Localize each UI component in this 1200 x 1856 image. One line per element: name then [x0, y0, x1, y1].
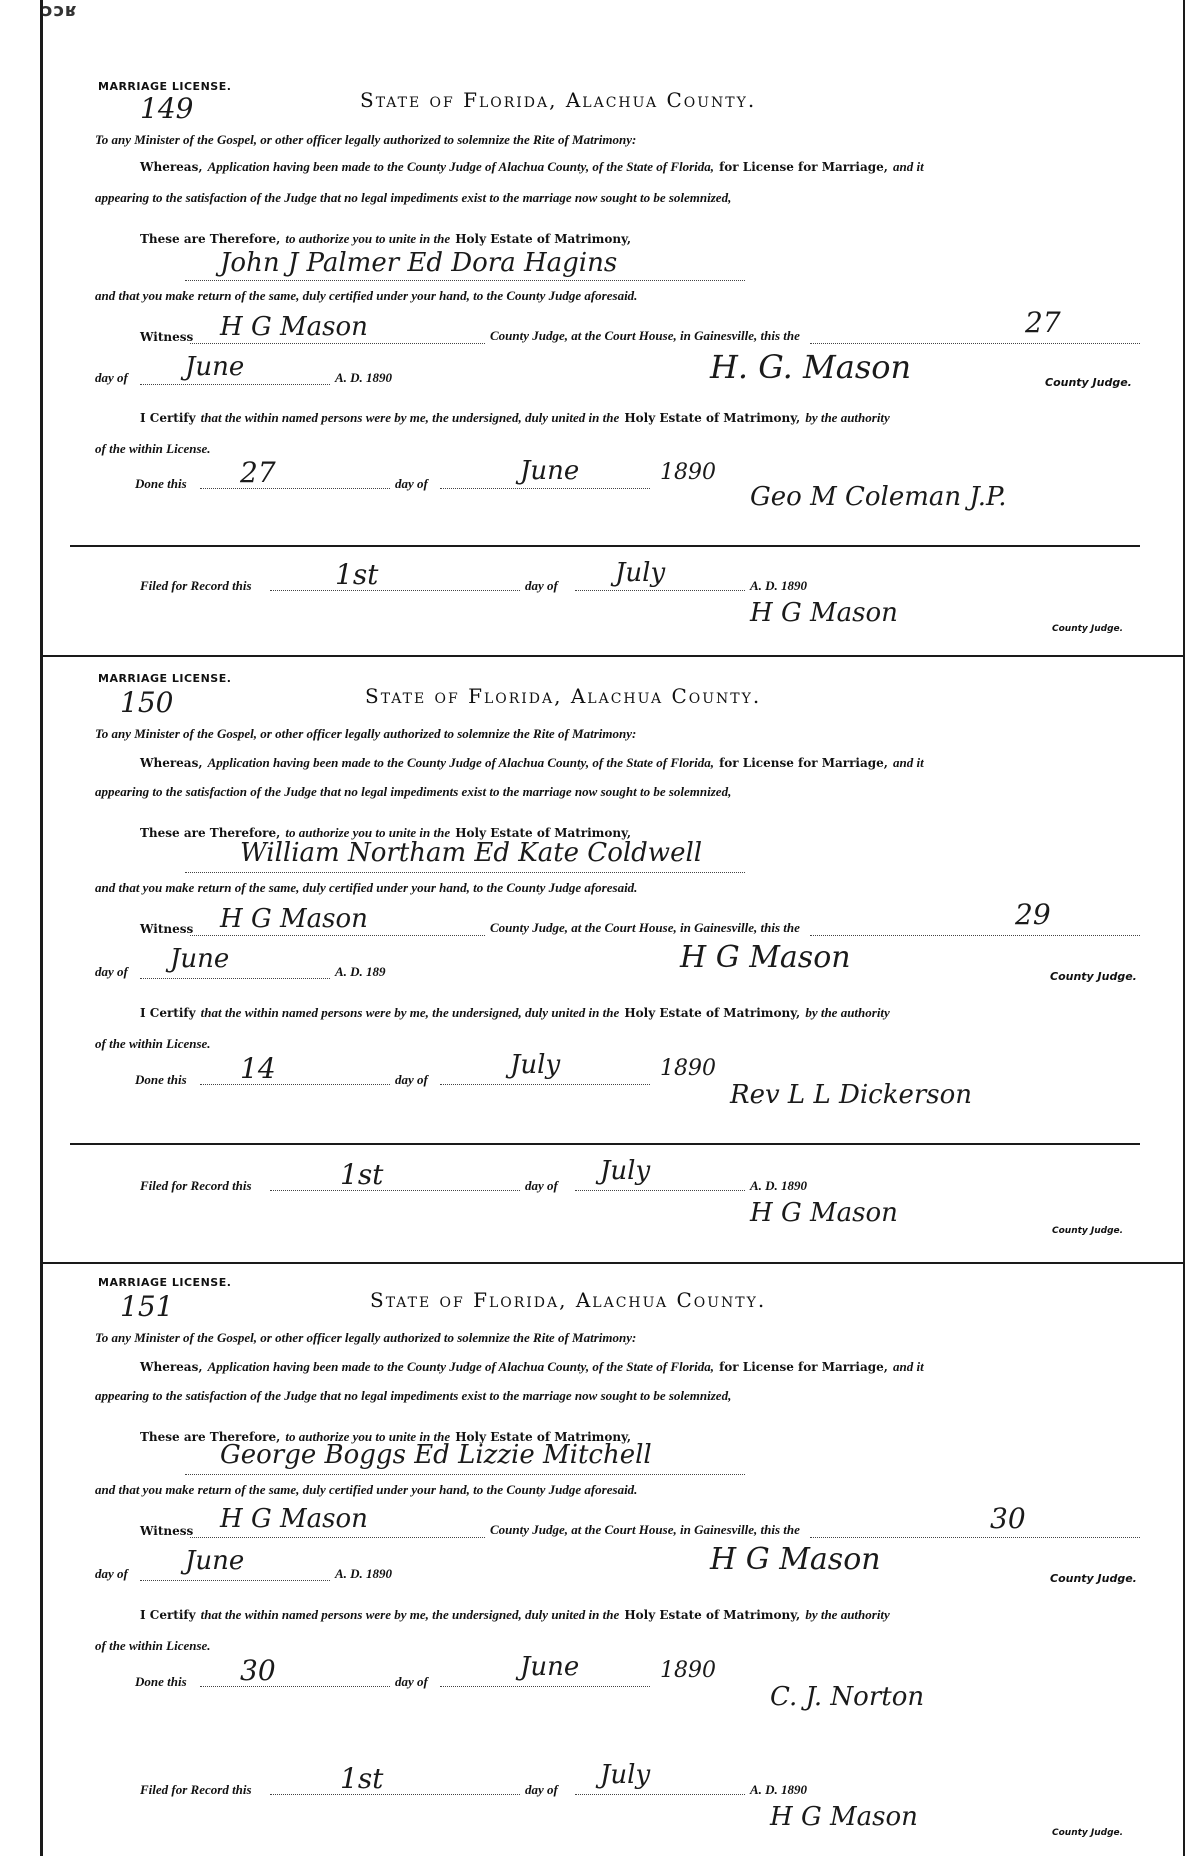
- certify-holy-estate: Holy Estate of Matrimony,: [624, 411, 801, 425]
- done-month-line: [440, 488, 650, 489]
- day-of-label: day of: [95, 964, 128, 979]
- couple-names: John J Palmer Ed Dora Hagins: [220, 248, 618, 278]
- done-day: 14: [240, 1052, 276, 1085]
- done-month: July: [510, 1050, 561, 1080]
- filed-signature: H G Mason: [750, 598, 898, 628]
- filed-divider: [70, 1143, 1140, 1145]
- witness-line: [190, 935, 485, 936]
- couple-names: George Boggs Ed Lizzie Mitchell: [220, 1440, 652, 1470]
- certify-word: I Certify: [140, 411, 196, 425]
- filed-county-judge: County Judge.: [1052, 1226, 1124, 1236]
- whereas-word: Whereas,: [140, 756, 203, 770]
- month-line: [140, 978, 330, 979]
- day-of-label: day of: [95, 370, 128, 385]
- month-line: [140, 384, 330, 385]
- and-it: and it: [893, 755, 924, 770]
- state-header: State of Florida, Alachua County.: [370, 1288, 767, 1312]
- holy-estate: Holy Estate of Matrimony,: [455, 1430, 632, 1444]
- day-number: 29: [1015, 898, 1051, 931]
- filed-day-of: day of: [525, 1178, 558, 1193]
- done-day-of: day of: [395, 1674, 428, 1689]
- filed-signature: H G Mason: [750, 1198, 898, 1228]
- filed-month-line: [575, 1190, 745, 1191]
- ad-year: A. D. 189: [335, 964, 386, 979]
- whereas-word: Whereas,: [140, 1360, 203, 1374]
- return-line: and that you make return of the same, duly certified under your hand, to the County Judge aforesaid.: [95, 1482, 638, 1497]
- state-header: State of Florida, Alachua County.: [365, 684, 762, 708]
- whereas-line: [140, 1356, 924, 1375]
- month-line: [140, 1580, 330, 1581]
- license-for-marriage: for License for Marriage,: [719, 160, 888, 174]
- by-authority: by the authority: [805, 410, 890, 425]
- license-number: 151: [120, 1290, 174, 1323]
- license-label: MARRIAGE LICENSE.: [98, 80, 232, 93]
- day-line: [810, 343, 1140, 344]
- certify-line: [140, 1604, 890, 1623]
- day-line: [810, 1537, 1140, 1538]
- done-this-label: Done this: [135, 1072, 187, 1087]
- these-word: These are Therefore,: [140, 826, 281, 840]
- day-of-label: day of: [95, 1566, 128, 1581]
- judge-signature: H. G. Mason: [710, 348, 912, 386]
- filed-month: July: [615, 558, 666, 588]
- return-line: and that you make return of the same, duly certified under your hand, to the County Judge aforesaid.: [95, 288, 638, 303]
- certify-word: I Certify: [140, 1608, 196, 1622]
- court-text: County Judge, at the Court House, in Gainesville, this the: [490, 328, 800, 343]
- authorize-text: to authorize you to unite in the: [285, 231, 451, 246]
- address-line: To any Minister of the Gospel, or other officer legally authorized to solemnize the Rite of Matrimony:: [95, 1330, 637, 1345]
- license-label: MARRIAGE LICENSE.: [98, 1276, 232, 1289]
- county-judge-label: County Judge.: [1045, 376, 1132, 389]
- names-line: [185, 872, 745, 873]
- filed-ad: A. D. 1890: [750, 1782, 808, 1797]
- witness-signature: H G Mason: [220, 1504, 368, 1534]
- filed-month: July: [600, 1760, 651, 1790]
- whereas-word: Whereas,: [140, 160, 203, 174]
- witness-signature: H G Mason: [220, 904, 368, 934]
- filed-ad: A. D. 1890: [750, 578, 808, 593]
- judge-signature: H G Mason: [680, 940, 851, 975]
- certify-text: that the within named persons were by me, the undersigned, duly united in the: [200, 1005, 620, 1020]
- these-line: [140, 228, 631, 247]
- filed-county-judge: County Judge.: [1052, 624, 1124, 634]
- done-day-of: day of: [395, 1072, 428, 1087]
- whereas-line: [140, 752, 924, 771]
- whereas-text: Application having been made to the County Judge of Alachua County, of the State of Florida,: [207, 159, 715, 174]
- done-month: June: [520, 456, 580, 486]
- witness-word: Witness: [140, 330, 194, 344]
- and-it: and it: [893, 159, 924, 174]
- and-it: and it: [893, 1359, 924, 1374]
- done-day-line: [200, 488, 390, 489]
- page-edge-left: [40, 0, 43, 1856]
- couple-names: William Northam Ed Kate Coldwell: [240, 838, 703, 868]
- certify-holy-estate: Holy Estate of Matrimony,: [624, 1006, 801, 1020]
- day-number: 30: [990, 1502, 1026, 1535]
- done-month-line: [440, 1084, 650, 1085]
- authorize-text: to authorize you to unite in the: [285, 825, 451, 840]
- ad-year: A. D. 1890: [335, 1566, 393, 1581]
- filed-ad: A. D. 1890: [750, 1178, 808, 1193]
- authorize-text: to authorize you to unite in the: [285, 1429, 451, 1444]
- officiant-signature: Geo M Coleman J.P.: [750, 482, 1007, 512]
- filed-divider: [70, 545, 1140, 547]
- county-judge-label: County Judge.: [1050, 970, 1137, 983]
- license-separator-1: [43, 655, 1183, 657]
- done-day-of: day of: [395, 476, 428, 491]
- license-separator-2: [43, 1262, 1183, 1264]
- filed-day: 1st: [340, 1762, 384, 1795]
- done-this-label: Done this: [135, 476, 187, 491]
- license-for-marriage: for License for Marriage,: [719, 1360, 888, 1374]
- within-license: of the within License.: [95, 1638, 211, 1653]
- officiant-signature: Rev L L Dickerson: [730, 1080, 973, 1110]
- license-label: MARRIAGE LICENSE.: [98, 672, 232, 685]
- by-authority: by the authority: [805, 1005, 890, 1020]
- certify-line: [140, 407, 890, 426]
- these-word: These are Therefore,: [140, 1430, 281, 1444]
- filed-signature: H G Mason: [770, 1802, 918, 1832]
- witness-word: Witness: [140, 922, 194, 936]
- day-line: [810, 935, 1140, 936]
- holy-estate: Holy Estate of Matrimony,: [455, 826, 632, 840]
- filed-day-of: day of: [525, 578, 558, 593]
- holy-estate: Holy Estate of Matrimony,: [455, 232, 632, 246]
- filed-day-of: day of: [525, 1782, 558, 1797]
- filed-day-line: [270, 590, 520, 591]
- filed-day-line: [270, 1190, 520, 1191]
- judge-signature: H G Mason: [710, 1542, 881, 1577]
- marriage-license-150: [90, 668, 1170, 1248]
- address-line: To any Minister of the Gospel, or other officer legally authorized to solemnize the Rite of Matrimony:: [95, 726, 637, 741]
- court-text: County Judge, at the Court House, in Gainesville, this the: [490, 1522, 800, 1537]
- filed-day: 1st: [335, 558, 379, 591]
- done-year: 1890: [660, 460, 716, 485]
- names-line: [185, 1474, 745, 1475]
- witness-line: [190, 1537, 485, 1538]
- month: June: [185, 352, 245, 382]
- license-number: 150: [120, 686, 174, 719]
- done-year: 1890: [660, 1658, 716, 1683]
- appearing-line: appearing to the satisfaction of the Judge that no legal impediments exist to the marriage now sought to be solemnized,: [95, 784, 732, 799]
- filed-day-line: [270, 1794, 520, 1795]
- license-number: 149: [140, 92, 194, 125]
- marriage-license-151: [90, 1272, 1170, 1852]
- certify-line: [140, 1002, 890, 1021]
- certify-word: I Certify: [140, 1006, 196, 1020]
- officiant-signature: C. J. Norton: [770, 1682, 925, 1712]
- whereas-text: Application having been made to the County Judge of Alachua County, of the State of Florida,: [207, 755, 715, 770]
- done-day: 30: [240, 1654, 276, 1687]
- page-edge-right: [1183, 0, 1185, 1856]
- court-text: County Judge, at the Court House, in Gainesville, this the: [490, 920, 800, 935]
- marriage-license-149: [90, 70, 1170, 640]
- witness-word: Witness: [140, 1524, 194, 1538]
- done-month: June: [520, 1652, 580, 1682]
- filed-month: July: [600, 1156, 651, 1186]
- filed-label: Filed for Record this: [140, 1782, 252, 1797]
- witness-signature: H G Mason: [220, 312, 368, 342]
- state-header: State of Florida, Alachua County.: [360, 88, 757, 112]
- done-day: 27: [240, 456, 276, 489]
- witness-line: [190, 343, 485, 344]
- by-authority: by the authority: [805, 1607, 890, 1622]
- county-judge-label: County Judge.: [1050, 1572, 1137, 1585]
- ad-year: A. D. 1890: [335, 370, 393, 385]
- certify-text: that the within named persons were by me, the undersigned, duly united in the: [200, 1607, 620, 1622]
- certify-text: that the within named persons were by me, the undersigned, duly united in the: [200, 410, 620, 425]
- filed-label: Filed for Record this: [140, 1178, 252, 1193]
- filed-month-line: [575, 1794, 745, 1795]
- return-line: and that you make return of the same, duly certified under your hand, to the County Judge aforesaid.: [95, 880, 638, 895]
- done-day-line: [200, 1084, 390, 1085]
- filed-label: Filed for Record this: [140, 578, 252, 593]
- names-line: [185, 280, 745, 281]
- license-for-marriage: for License for Marriage,: [719, 756, 888, 770]
- done-this-label: Done this: [135, 1674, 187, 1689]
- done-year: 1890: [660, 1056, 716, 1081]
- these-word: These are Therefore,: [140, 232, 281, 246]
- done-day-line: [200, 1686, 390, 1687]
- month: June: [170, 944, 230, 974]
- whereas-line: [140, 156, 924, 175]
- whereas-text: Application having been made to the County Judge of Alachua County, of the State of Florida,: [207, 1359, 715, 1374]
- filed-county-judge: County Judge.: [1052, 1828, 1124, 1838]
- filed-month-line: [575, 590, 745, 591]
- filed-day: 1st: [340, 1158, 384, 1191]
- within-license: of the within License.: [95, 1036, 211, 1051]
- corner-mark: ɔɔʁ: [42, 0, 78, 21]
- within-license: of the within License.: [95, 441, 211, 456]
- appearing-line: appearing to the satisfaction of the Judge that no legal impediments exist to the marriage now sought to be solemnized,: [95, 190, 732, 205]
- done-month-line: [440, 1686, 650, 1687]
- day-number: 27: [1025, 306, 1061, 339]
- address-line: To any Minister of the Gospel, or other officer legally authorized to solemnize the Rite of Matrimony:: [95, 132, 637, 147]
- certify-holy-estate: Holy Estate of Matrimony,: [624, 1608, 801, 1622]
- appearing-line: appearing to the satisfaction of the Judge that no legal impediments exist to the marriage now sought to be solemnized,: [95, 1388, 732, 1403]
- month: June: [185, 1546, 245, 1576]
